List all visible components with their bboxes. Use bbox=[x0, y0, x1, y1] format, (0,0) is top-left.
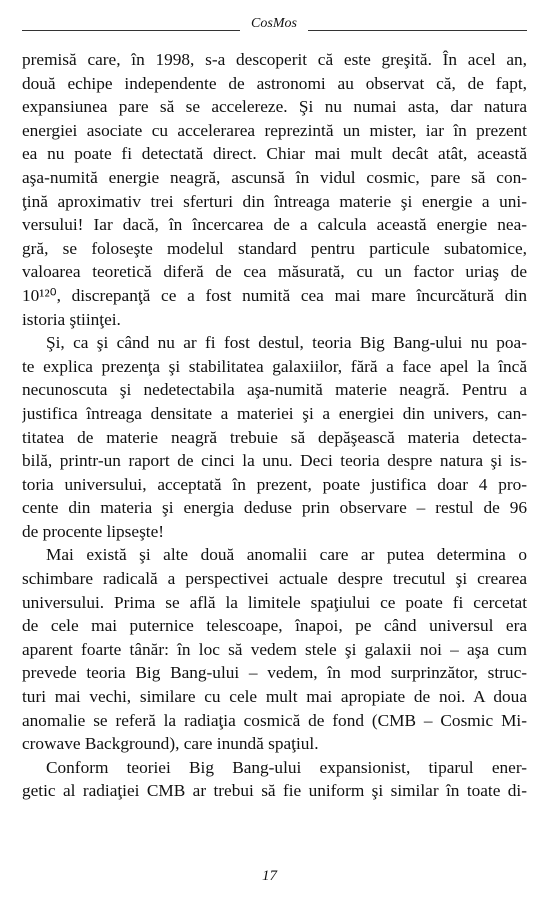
running-title: CosMos bbox=[251, 16, 297, 31]
text-line: cente din materia şi energia deduse prin observare – restul de 96 bbox=[22, 498, 527, 518]
text-line: versului! Iar dacă, în încercarea de a calcula această energie nea- bbox=[22, 215, 527, 235]
text-line: crowave Background), care inundă spaţiul. bbox=[22, 734, 319, 754]
text-line: bilă, printr-un raport de cinci la unu. Deci teoria despre natura şi is- bbox=[22, 451, 527, 471]
text-line: două echipe independente de astronomi au observat că, de fapt, bbox=[22, 73, 527, 93]
text-line: 10¹²⁰, discrepanţă ce a fost numită cea mai mare încurcătură din bbox=[22, 285, 527, 305]
text-line: prevede teoria Big Bang-ului – vedem, în mod surprinzător, struc- bbox=[22, 663, 527, 683]
text-line: de cele mai puternice telescoape, înapoi, pe când universul era bbox=[22, 616, 527, 636]
text-line: ţină aproximativ trei sferturi din întreaga materie şi energie a uni- bbox=[22, 191, 527, 211]
text-line: justifica întreaga densitate a materiei şi a energiei din univers, can- bbox=[22, 403, 527, 423]
text-line: de procente lipseşte! bbox=[22, 521, 165, 541]
header-rule-left bbox=[22, 30, 240, 31]
text-line: anomalie se referă la radiaţia cosmică de fond (CMB – Cosmic Mi- bbox=[22, 710, 527, 730]
text-line: getic al radiaţiei CMB ar trebui să fie uniform şi similar în toate di- bbox=[22, 781, 527, 801]
text-line: premisă care, în 1998, s-a descoperit că este greşită. În acel an, bbox=[22, 50, 527, 69]
text-line: te explica prezenţa şi stabilitatea galaxiilor, fără a face apel la încă bbox=[22, 356, 527, 376]
text-line: ea nu poate fi detectată direct. Chiar mai mult decât atât, această bbox=[22, 144, 527, 164]
text-line: schimbare radicală a perspectivei actuale despre trecutul şi crearea bbox=[22, 569, 527, 589]
text-line: energiei asociate cu accelerarea reprezintă un mister, iar în prezent bbox=[22, 120, 527, 140]
text-line: istoria ştiinţei. bbox=[22, 309, 121, 329]
text-line: expansiunea pare să se accelereze. Şi nu numai asta, dar natura bbox=[22, 97, 527, 117]
text-line: turi mai vechi, similare cu cele mult mai apropiate de noi. A doua bbox=[22, 687, 527, 707]
text-line: gră, se foloseşte modelul standard pentru particule subatomice, bbox=[22, 238, 527, 258]
text-line: valoarea teoretică diferă de cea măsurată, cu un factor uriaş de bbox=[22, 262, 527, 282]
text-line: necunoscuta şi nedetectabila aşa-numită materie neagră. Pentru a bbox=[22, 380, 527, 400]
header-rule-right bbox=[308, 30, 527, 31]
text-line: toria universului, acceptată în prezent, poate justifica doar 4 pro- bbox=[22, 474, 527, 494]
page-number: 17 bbox=[262, 868, 277, 884]
text-line: titatea de materie neagră trebuie să depăşească materia detecta- bbox=[22, 427, 527, 447]
text-line: universului. Prima se află la limitele spaţiului ce poate fi cercetat bbox=[22, 592, 527, 612]
running-header bbox=[22, 14, 527, 36]
paragraph-first-line: Şi, ca şi când nu ar fi fost destul, teoria Big Bang-ului nu poa- bbox=[46, 333, 527, 353]
body-text bbox=[22, 48, 527, 803]
text-line: aparent foarte tânăr: în loc să vedem stele şi galaxii noi – aşa cum bbox=[22, 639, 527, 659]
text-line: aşa-numită energie neagră, ascunsă în vidul cosmic, pare să con- bbox=[22, 167, 527, 187]
paragraph-first-line: Mai există şi alte două anomalii care ar putea determina o bbox=[46, 545, 527, 565]
paragraph-first-line: Conform teoriei Big Bang-ului expansionist, tiparul ener- bbox=[46, 757, 527, 777]
